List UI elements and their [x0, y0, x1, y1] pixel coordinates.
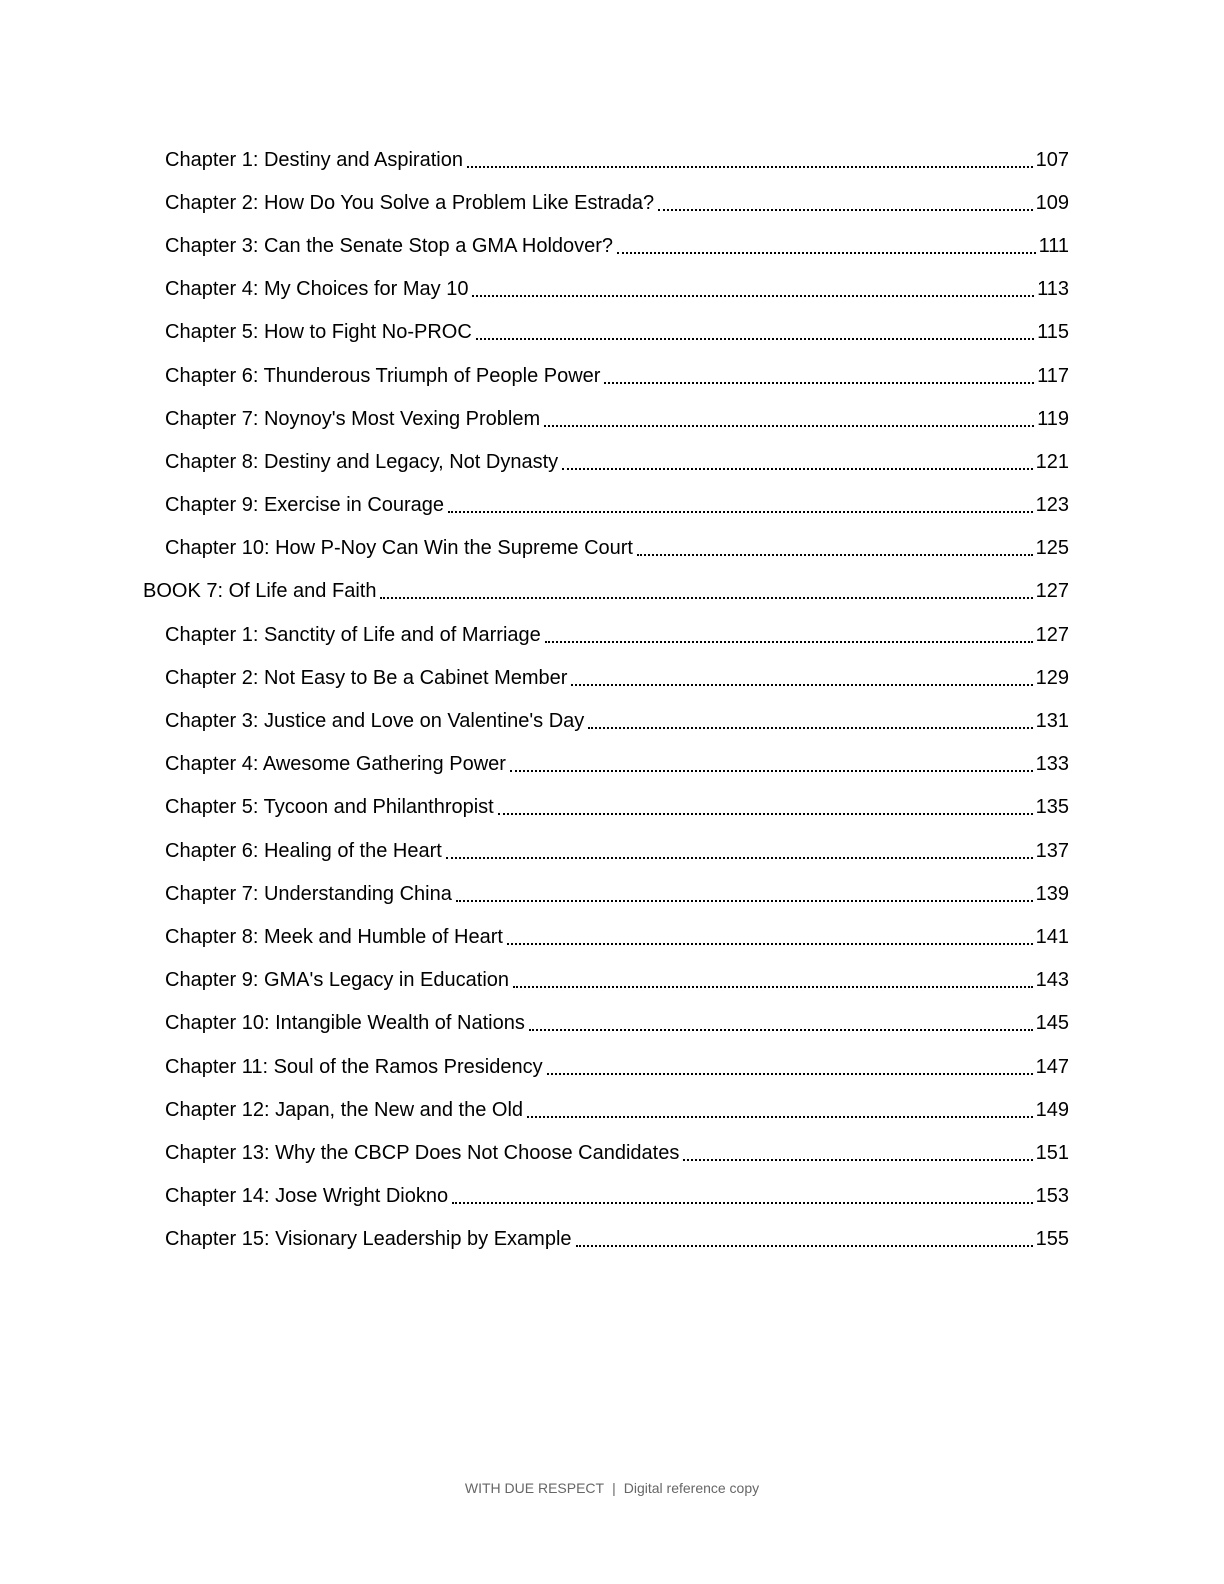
- toc-dot-leader: [544, 409, 1034, 429]
- toc-entry-page-number: 111: [1036, 236, 1069, 256]
- toc-chapter-entry[interactable]: [165, 613, 1069, 656]
- toc-dot-leader: [529, 1013, 1033, 1033]
- toc-entry-page-number: 129: [1033, 668, 1069, 688]
- toc-entry-page-number: 131: [1033, 711, 1069, 731]
- footer-book-title: WITH DUE RESPECT: [464, 1480, 605, 1496]
- toc-entry-page-number: 123: [1033, 495, 1069, 515]
- toc-entry-title: Chapter 8: Meek and Humble of Heart: [165, 927, 507, 947]
- toc-dot-leader: [467, 150, 1033, 170]
- toc-entry-page-number: 127: [1033, 625, 1069, 645]
- toc-entry-page-number: 115: [1034, 322, 1069, 342]
- page-footer: [0, 1480, 1224, 1496]
- toc-dot-leader: [527, 1100, 1033, 1120]
- toc-entry-page-number: 139: [1033, 884, 1069, 904]
- toc-entry-title: Chapter 6: Thunderous Triumph of People Power: [165, 366, 604, 386]
- toc-entry-page-number: 149: [1033, 1100, 1069, 1120]
- toc-entry-title: Chapter 1: Sanctity of Life and of Marriage: [165, 625, 545, 645]
- toc-entry-title: Chapter 4: Awesome Gathering Power: [165, 754, 510, 774]
- toc-dot-leader: [576, 1229, 1033, 1249]
- toc-dot-leader: [658, 193, 1032, 213]
- footer-copy-note: Digital reference copy: [623, 1480, 760, 1496]
- toc-chapter-entry[interactable]: [165, 915, 1069, 958]
- toc-chapter-entry[interactable]: [165, 1131, 1069, 1174]
- toc-entry-title: Chapter 5: Tycoon and Philanthropist: [165, 797, 498, 817]
- toc-chapter-entry[interactable]: [165, 1002, 1069, 1045]
- toc-entry-title: Chapter 8: Destiny and Legacy, Not Dynasty: [165, 452, 562, 472]
- toc-dot-leader: [472, 279, 1034, 299]
- toc-entry-page-number: 137: [1033, 841, 1069, 861]
- toc-dot-leader: [637, 538, 1033, 558]
- toc-dot-leader: [683, 1143, 1032, 1163]
- footer-separator: |: [612, 1480, 616, 1496]
- toc-entry-title: Chapter 2: Not Easy to Be a Cabinet Member: [165, 668, 571, 688]
- toc-entry-title: Chapter 10: Intangible Wealth of Nations: [165, 1013, 529, 1033]
- toc-entry-page-number: 135: [1033, 797, 1069, 817]
- toc-entry-page-number: 107: [1033, 150, 1069, 170]
- toc-dot-leader: [617, 236, 1036, 256]
- toc-dot-leader: [476, 322, 1034, 342]
- toc-chapter-entry[interactable]: [165, 1218, 1069, 1261]
- toc-entry-page-number: 121: [1033, 452, 1069, 472]
- toc-dot-leader: [562, 452, 1032, 472]
- toc-entry-title: Chapter 12: Japan, the New and the Old: [165, 1100, 527, 1120]
- toc-entry-title: Chapter 11: Soul of the Ramos Presidency: [165, 1057, 547, 1077]
- toc-entry-title: Chapter 5: How to Fight No-PROC: [165, 322, 476, 342]
- toc-entry-title: Chapter 6: Healing of the Heart: [165, 841, 446, 861]
- toc-entry-title: Chapter 7: Understanding China: [165, 884, 456, 904]
- toc-chapter-entry[interactable]: [165, 1045, 1069, 1088]
- toc-chapter-entry[interactable]: [165, 786, 1069, 829]
- toc-entry-title: Chapter 3: Can the Senate Stop a GMA Holdover?: [165, 236, 617, 256]
- toc-entry-page-number: 109: [1033, 193, 1069, 213]
- toc-entry-title: Chapter 2: How Do You Solve a Problem Like Estrada?: [165, 193, 658, 213]
- toc-entry-title: Chapter 15: Visionary Leadership by Example: [165, 1229, 576, 1249]
- toc-entry-page-number: 145: [1033, 1013, 1069, 1033]
- toc-entry-page-number: 155: [1033, 1229, 1069, 1249]
- toc-entry-page-number: 117: [1034, 366, 1069, 386]
- toc-entry-title: Chapter 10: How P-Noy Can Win the Supreme Court: [165, 538, 637, 558]
- toc-chapter-entry[interactable]: [165, 699, 1069, 742]
- toc-chapter-entry[interactable]: [165, 1088, 1069, 1131]
- toc-chapter-entry[interactable]: [165, 527, 1069, 570]
- toc-dot-leader: [588, 711, 1032, 731]
- toc-entry-title: Chapter 14: Jose Wright Diokno: [165, 1186, 452, 1206]
- toc-dot-leader: [571, 668, 1032, 688]
- toc-entry-title: Chapter 4: My Choices for May 10: [165, 279, 472, 299]
- toc-entry-page-number: 143: [1033, 970, 1069, 990]
- toc-chapter-entry[interactable]: [165, 440, 1069, 483]
- toc-chapter-entry[interactable]: [165, 311, 1069, 354]
- toc-dot-leader: [507, 927, 1033, 947]
- toc-entry-title: BOOK 7: Of Life and Faith: [143, 581, 380, 601]
- toc-chapter-entry[interactable]: [165, 484, 1069, 527]
- toc-entry-page-number: 113: [1034, 279, 1069, 299]
- toc-dot-leader: [547, 1057, 1033, 1077]
- toc-entry-page-number: 153: [1033, 1186, 1069, 1206]
- toc-chapter-entry[interactable]: [165, 181, 1069, 224]
- toc-entry-page-number: 151: [1033, 1143, 1069, 1163]
- toc-entry-title: Chapter 1: Destiny and Aspiration: [165, 150, 467, 170]
- toc-chapter-entry[interactable]: [165, 1175, 1069, 1218]
- toc-chapter-entry[interactable]: [165, 397, 1069, 440]
- toc-entry-title: Chapter 7: Noynoy's Most Vexing Problem: [165, 409, 544, 429]
- toc-dot-leader: [456, 884, 1033, 904]
- toc-dot-leader: [498, 797, 1033, 817]
- toc-chapter-entry[interactable]: [165, 743, 1069, 786]
- toc-dot-leader: [446, 841, 1033, 861]
- toc-entry-title: Chapter 9: Exercise in Courage: [165, 495, 448, 515]
- toc-chapter-entry[interactable]: [165, 959, 1069, 1002]
- toc-chapter-entry[interactable]: [165, 268, 1069, 311]
- toc-dot-leader: [545, 625, 1033, 645]
- toc-dot-leader: [452, 1186, 1033, 1206]
- toc-dot-leader: [604, 366, 1034, 386]
- toc-chapter-entry[interactable]: [165, 354, 1069, 397]
- toc-entry-page-number: 119: [1034, 409, 1069, 429]
- toc-entry-page-number: 147: [1033, 1057, 1069, 1077]
- toc-book-entry[interactable]: [143, 570, 1069, 613]
- toc-entry-page-number: 125: [1033, 538, 1069, 558]
- toc-chapter-entry[interactable]: [165, 138, 1069, 181]
- toc-chapter-entry[interactable]: [165, 224, 1069, 267]
- toc-dot-leader: [513, 970, 1033, 990]
- toc-entry-title: Chapter 3: Justice and Love on Valentine's Day: [165, 711, 588, 731]
- toc-chapter-entry[interactable]: [165, 829, 1069, 872]
- toc-entry-page-number: 133: [1033, 754, 1069, 774]
- table-of-contents: [0, 138, 1224, 1261]
- toc-dot-leader: [380, 581, 1032, 601]
- toc-chapter-entry[interactable]: [165, 656, 1069, 699]
- toc-entry-title: Chapter 9: GMA's Legacy in Education: [165, 970, 513, 990]
- toc-dot-leader: [510, 754, 1033, 774]
- toc-entry-title: Chapter 13: Why the CBCP Does Not Choose Candidates: [165, 1143, 683, 1163]
- toc-dot-leader: [448, 495, 1033, 515]
- toc-chapter-entry[interactable]: [165, 872, 1069, 915]
- toc-entry-page-number: 127: [1033, 581, 1069, 601]
- toc-entry-page-number: 141: [1033, 927, 1069, 947]
